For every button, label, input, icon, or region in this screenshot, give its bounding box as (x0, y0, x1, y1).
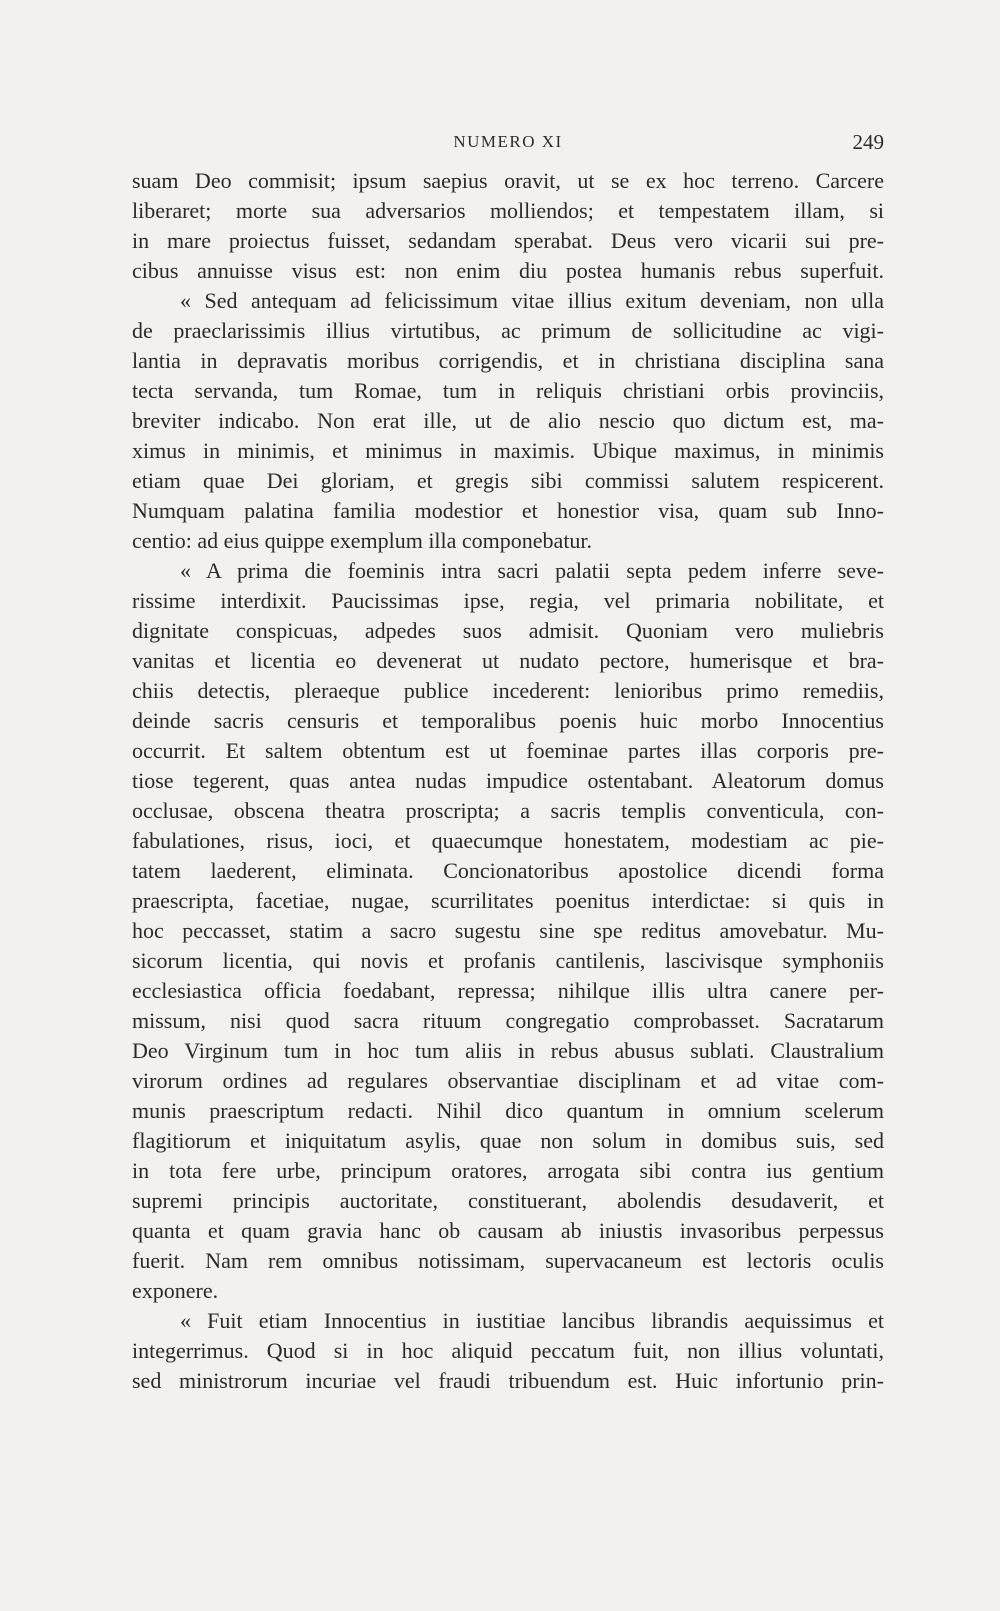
text-line: in tota fere urbe, principum oratores, arrogata sibi contra ius gentium (132, 1158, 884, 1183)
text-line: fuerit. Nam rem omnibus notissimam, supervacaneum est lectoris oculis (132, 1248, 884, 1273)
text-line: cibus annuisse visus est: non enim diu postea humanis rebus superfuit. (132, 258, 884, 283)
text-line: « Sed antequam ad felicissimum vitae illius exitum deveniam, non ulla (180, 288, 884, 313)
text-line: exponere. (132, 1278, 219, 1303)
text-line: lantia in depravatis moribus corrigendis, et in christiana disciplina sana (132, 348, 884, 373)
text-line: quanta et quam gravia hanc ob causam ab iniustis invasoribus perpessus (132, 1218, 884, 1243)
text-line: Deo Virginum tum in hoc tum aliis in rebus abusus sublati. Claustralium (132, 1038, 884, 1063)
running-title: NUMERO XI (453, 132, 563, 151)
text-line: « A prima die foeminis intra sacri palatii septa pedem inferre seve- (180, 558, 884, 583)
text-line: ecclesiastica officia foedabant, repressa; nihilque illis ultra canere per- (132, 978, 884, 1003)
text-line: sicorum licentia, qui novis et profanis cantilenis, lascivisque symphoniis (132, 948, 884, 973)
text-line: virorum ordines ad regulares observantiae disciplinam et ad vitae com- (132, 1068, 884, 1093)
text-line: tatem laederent, eliminata. Concionatoribus apostolice dicendi forma (132, 858, 884, 883)
text-line: vanitas et licentia eo devenerat ut nudato pectore, humerisque et bra- (132, 648, 884, 673)
text-line: munis praescriptum redacti. Nihil dico quantum in omnium scelerum (132, 1098, 884, 1123)
page-number: 249 (852, 130, 884, 154)
text-line: occlusae, obscena theatra proscripta; a sacris templis conventicula, con- (132, 798, 884, 823)
text-line: fabulationes, risus, ioci, et quaecumque honestatem, modestiam ac pie- (132, 828, 884, 853)
text-line: Numquam palatina familia modestior et honestior visa, quam sub Inno- (132, 498, 884, 523)
text-line: etiam quae Dei gloriam, et gregis sibi commissi salutem respicerent. (132, 468, 884, 493)
text-line: de praeclarissimis illius virtutibus, ac primum de sollicitudine ac vigi- (132, 318, 884, 343)
text-line: sed ministrorum incuriae vel fraudi tribuendum est. Huic infortunio prin- (132, 1368, 884, 1393)
text-line: « Fuit etiam Innocentius in iustitiae lancibus librandis aequissimus et (180, 1308, 884, 1333)
text-line: supremi principis auctoritate, constituerant, abolendis desudaverit, et (132, 1188, 884, 1213)
text-line: praescripta, facetiae, nugae, scurrilitates poenitus interdictae: si quis in (132, 888, 884, 913)
text-line: ximus in minimis, et minimus in maximis. Ubique maximus, in minimis (132, 438, 884, 463)
text-line: rissime interdixit. Paucissimas ipse, regia, vel primaria nobilitate, et (132, 588, 884, 613)
text-line: liberaret; morte sua adversarios molliendos; et tempestatem illam, si (132, 198, 884, 223)
text-line: deinde sacris censuris et temporalibus poenis huic morbo Innocentius (132, 708, 884, 733)
text-line: breviter indicabo. Non erat ille, ut de alio nescio quo dictum est, ma- (132, 408, 884, 433)
text-line: centio: ad eius quippe exemplum illa componebatur. (132, 528, 593, 553)
body-text (132, 166, 884, 1396)
text-line: tecta servanda, tum Romae, tum in reliquis christiani orbis provinciis, (132, 378, 884, 403)
text-line: missum, nisi quod sacra rituum congregatio comprobasset. Sacratarum (132, 1008, 884, 1033)
text-line: flagitiorum et iniquitatum asylis, quae non solum in domibus suis, sed (132, 1128, 884, 1153)
text-line: in mare proiectus fuisset, sedandam sperabat. Deus vero vicarii sui pre- (132, 228, 884, 253)
text-line: dignitate conspicuas, adpedes suos admisit. Quoniam vero muliebris (132, 618, 884, 643)
text-line: occurrit. Et saltem obtentum est ut foeminae partes illas corporis pre- (132, 738, 884, 763)
text-line: integerrimus. Quod si in hoc aliquid peccatum fuit, non illius voluntati, (132, 1338, 884, 1363)
text-line: hoc peccasset, statim a sacro sugestu sine spe reditus amovebatur. Mu- (132, 918, 884, 943)
running-head (132, 130, 884, 154)
text-line: suam Deo commisit; ipsum saepius oravit, ut se ex hoc terreno. Carcere (132, 168, 884, 193)
text-line: chiis detectis, pleraeque publice incederent: lenioribus primo remediis, (132, 678, 884, 703)
text-line: tiose tegerent, quas antea nudas impudice ostentabant. Aleatorum domus (132, 768, 884, 793)
